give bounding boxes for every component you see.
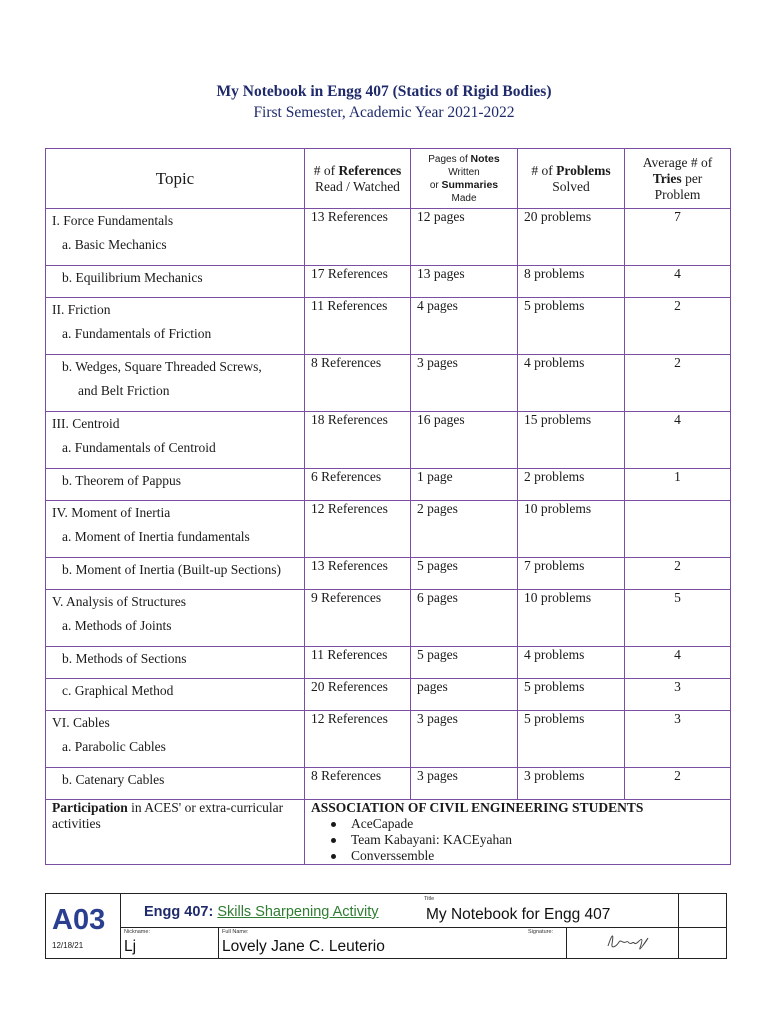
problems-cell: 8 problems — [518, 266, 625, 298]
topic-cell — [46, 355, 305, 412]
pages-cell: 3 pages — [411, 711, 518, 768]
pages-cell: 6 pages — [411, 590, 518, 647]
table-row — [46, 590, 731, 647]
pages-cell: 16 pages — [411, 412, 518, 469]
topic-line: II. Friction — [52, 302, 111, 317]
references-cell: 8 References — [305, 355, 411, 412]
topic-cell — [46, 501, 305, 558]
topic-line: b. Methods of Sections — [62, 651, 187, 666]
table-row — [46, 558, 731, 590]
fullname-value: Lovely Jane C. Leuterio — [222, 938, 385, 955]
table-row — [46, 209, 731, 266]
topic-cell — [46, 558, 305, 590]
activity-code: A03 — [52, 904, 106, 936]
topic-line: a. Fundamentals of Friction — [62, 326, 212, 341]
references-cell: 13 References — [305, 209, 411, 266]
pages-cell: 2 pages — [411, 501, 518, 558]
signature-mark — [604, 930, 652, 952]
topic-line: a. Parabolic Cables — [62, 739, 166, 754]
column-header-topic: Topic — [46, 149, 305, 209]
notebook-title: My Notebook for Engg 407 — [426, 906, 611, 923]
problems-cell: 15 problems — [518, 412, 625, 469]
topic-line: I. Force Fundamentals — [52, 213, 174, 228]
topic-line: a. Fundamentals of Centroid — [62, 440, 216, 455]
topic-line: c. Graphical Method — [62, 683, 174, 698]
organization-name: ASSOCIATION OF CIVIL ENGINEERING STUDENTS — [311, 800, 644, 815]
participation-details — [305, 800, 731, 865]
tries-cell: 1 — [625, 469, 731, 501]
table-row — [46, 679, 731, 711]
participation-label: Participation in ACES' or extra-curricular activities — [46, 800, 305, 865]
table-row — [46, 412, 731, 469]
table-row — [46, 266, 731, 298]
activity-link: Skills Sharpening Activity — [217, 904, 379, 920]
tries-cell: 3 — [625, 679, 731, 711]
problems-cell: 4 problems — [518, 647, 625, 679]
topic-cell — [46, 469, 305, 501]
topic-cell — [46, 647, 305, 679]
topic-line: V. Analysis of Structures — [52, 594, 186, 609]
table-row — [46, 501, 731, 558]
list-item: AceCapade — [351, 816, 724, 832]
pages-cell: pages — [411, 679, 518, 711]
references-cell: 11 References — [305, 647, 411, 679]
activity-date: 12/18/21 — [52, 941, 84, 950]
fullname-label: Full Name: — [222, 929, 249, 935]
list-item: Team Kabayani: KACEyahan — [351, 832, 724, 848]
references-cell: 12 References — [305, 711, 411, 768]
course-line: Engg 407: Skills Sharpening Activity — [144, 904, 379, 920]
tries-cell — [625, 501, 731, 558]
signature-label: Signature: — [528, 929, 554, 935]
tries-cell: 2 — [625, 768, 731, 800]
participation-row — [46, 800, 731, 865]
references-cell: 8 References — [305, 768, 411, 800]
table-row — [46, 469, 731, 501]
topic-cell — [46, 412, 305, 469]
topic-cell — [46, 679, 305, 711]
activity-footer — [45, 893, 727, 959]
tries-cell: 5 — [625, 590, 731, 647]
topic-cell — [46, 298, 305, 355]
topic-cell — [46, 266, 305, 298]
problems-cell: 10 problems — [518, 590, 625, 647]
nickname-value: Lj — [124, 938, 137, 955]
title-label: Title — [424, 896, 435, 902]
problems-cell: 10 problems — [518, 501, 625, 558]
tries-cell: 2 — [625, 355, 731, 412]
pages-cell: 1 page — [411, 469, 518, 501]
topic-line: b. Equilibrium Mechanics — [62, 270, 203, 285]
problems-cell: 4 problems — [518, 355, 625, 412]
topic-line: b. Theorem of Pappus — [62, 473, 181, 488]
tries-cell: 2 — [625, 298, 731, 355]
topic-cell — [46, 209, 305, 266]
column-header-tries: Average # of Tries per Problem — [625, 149, 731, 209]
tries-cell: 2 — [625, 558, 731, 590]
references-cell: 9 References — [305, 590, 411, 647]
tries-cell: 4 — [625, 266, 731, 298]
topic-line: a. Moment of Inertia fundamentals — [62, 529, 250, 544]
topic-line: VI. Cables — [52, 715, 110, 730]
topic-line: and Belt Friction — [78, 383, 170, 398]
references-cell: 12 References — [305, 501, 411, 558]
column-header-notes: Pages of Notes Written or Summaries Made — [411, 149, 518, 209]
tries-cell: 4 — [625, 647, 731, 679]
tries-cell: 4 — [625, 412, 731, 469]
problems-cell: 5 problems — [518, 679, 625, 711]
problems-cell: 2 problems — [518, 469, 625, 501]
references-cell: 13 References — [305, 558, 411, 590]
pages-cell: 3 pages — [411, 768, 518, 800]
table-row — [46, 711, 731, 768]
pages-cell: 4 pages — [411, 298, 518, 355]
column-header-problems: # of Problems Solved — [518, 149, 625, 209]
table-header-row — [46, 149, 731, 209]
references-cell: 20 References — [305, 679, 411, 711]
problems-cell: 5 problems — [518, 711, 625, 768]
column-header-references: # of References Read / Watched — [305, 149, 411, 209]
topic-line: b. Wedges, Square Threaded Screws, — [62, 359, 262, 374]
table-row — [46, 768, 731, 800]
page-subtitle: First Semester, Academic Year 2021-2022 — [253, 104, 515, 121]
code-cell — [46, 894, 121, 958]
problems-cell: 3 problems — [518, 768, 625, 800]
notebook-table — [45, 148, 731, 865]
nickname-label: Nickname: — [124, 929, 150, 935]
activity-list — [311, 816, 724, 864]
list-item: Converssemble — [351, 848, 724, 864]
tries-cell: 7 — [625, 209, 731, 266]
topic-cell — [46, 590, 305, 647]
problems-cell: 7 problems — [518, 558, 625, 590]
document-header — [0, 82, 768, 124]
topic-line: IV. Moment of Inertia — [52, 505, 171, 520]
references-cell: 11 References — [305, 298, 411, 355]
topic-line: b. Moment of Inertia (Built-up Sections) — [62, 562, 281, 577]
pages-cell: 5 pages — [411, 647, 518, 679]
references-cell: 6 References — [305, 469, 411, 501]
pages-cell: 13 pages — [411, 266, 518, 298]
topic-line: a. Basic Mechanics — [62, 237, 167, 252]
problems-cell: 20 problems — [518, 209, 625, 266]
pages-cell: 12 pages — [411, 209, 518, 266]
references-cell: 18 References — [305, 412, 411, 469]
topic-cell — [46, 711, 305, 768]
references-cell: 17 References — [305, 266, 411, 298]
problems-cell: 5 problems — [518, 298, 625, 355]
topic-line: a. Methods of Joints — [62, 618, 172, 633]
topic-line: b. Catenary Cables — [62, 772, 165, 787]
tries-cell: 3 — [625, 711, 731, 768]
table-row — [46, 647, 731, 679]
pages-cell: 3 pages — [411, 355, 518, 412]
pages-cell: 5 pages — [411, 558, 518, 590]
table-row — [46, 298, 731, 355]
topic-line: III. Centroid — [52, 416, 120, 431]
page-title: My Notebook in Engg 407 (Statics of Rigid Bodies) — [216, 83, 552, 100]
topic-cell — [46, 768, 305, 800]
table-row — [46, 355, 731, 412]
